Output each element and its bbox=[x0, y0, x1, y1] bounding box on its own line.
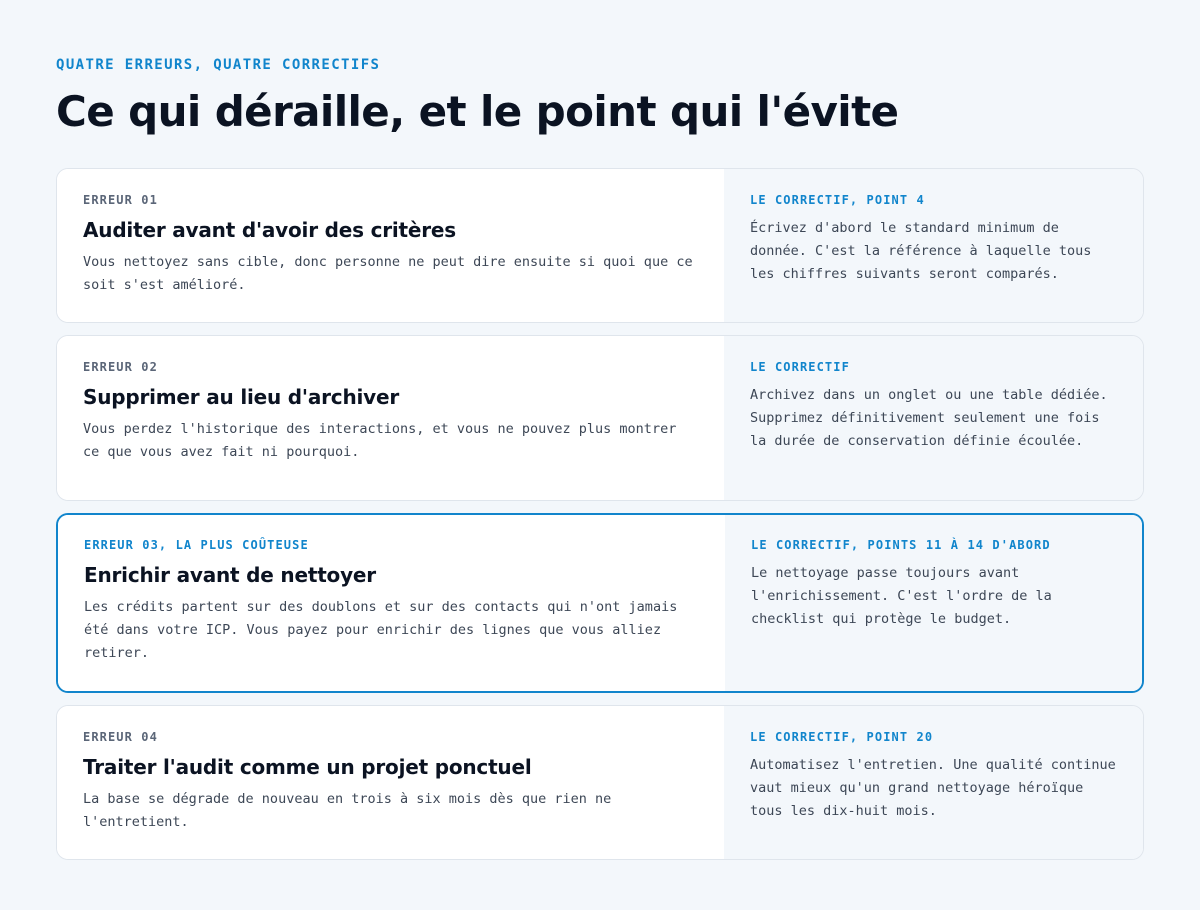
error-label: ERREUR 02 bbox=[83, 360, 158, 374]
error-label: ERREUR 04 bbox=[83, 730, 158, 744]
error-panel bbox=[57, 169, 724, 322]
fix-panel bbox=[724, 169, 1143, 322]
eyebrow: QUATRE ERREURS, QUATRE CORRECTIFS bbox=[56, 57, 381, 73]
error-heading: Supprimer au lieu d'archiver bbox=[83, 385, 400, 409]
error-card-list bbox=[56, 168, 1144, 860]
error-description: Les crédits partent sur des doublons et sur des contacts qui n'ont jamais été dans votre ICP. Vous payez pour enrichir des lignes que vous alliez retirer. bbox=[84, 599, 678, 661]
fix-label: LE CORRECTIF bbox=[750, 360, 850, 374]
fix-panel bbox=[725, 515, 1142, 691]
error-heading: Traiter l'audit comme un projet ponctuel bbox=[83, 755, 532, 779]
fix-panel bbox=[724, 706, 1143, 859]
error-panel bbox=[58, 515, 725, 691]
fix-label: LE CORRECTIF, POINTS 11 À 14 D'ABORD bbox=[751, 538, 1051, 552]
error-description: Vous perdez l'historique des interactions, et vous ne pouvez plus montrer ce que vous avez fait ni pourquoi. bbox=[83, 421, 677, 460]
fix-text: Le nettoyage passe toujours avant l'enrichissement. C'est l'ordre de la checklist qui protège le budget. bbox=[751, 565, 1052, 627]
fix-label: LE CORRECTIF, POINT 4 bbox=[750, 193, 925, 207]
fix-text: Automatisez l'entretien. Une qualité continue vaut mieux qu'un grand nettoyage héroïque tous les dix-huit mois. bbox=[750, 757, 1116, 819]
error-panel bbox=[57, 336, 724, 500]
error-heading: Auditer avant d'avoir des critères bbox=[83, 218, 457, 242]
error-description: Vous nettoyez sans cible, donc personne ne peut dire ensuite si quoi que ce soit s'est amélioré. bbox=[83, 254, 693, 293]
error-card-4 bbox=[56, 705, 1144, 860]
fix-panel bbox=[724, 336, 1143, 500]
error-card-3-highlighted bbox=[56, 513, 1144, 693]
fix-text: Archivez dans un onglet ou une table dédiée. Supprimez définitivement seulement une fois la durée de conservation définie écoulée. bbox=[750, 387, 1108, 449]
fix-text: Écrivez d'abord le standard minimum de donnée. C'est la référence à laquelle tous les chiffres suivants seront comparés. bbox=[750, 220, 1092, 282]
error-panel bbox=[57, 706, 724, 859]
error-label: ERREUR 03, LA PLUS COÛTEUSE bbox=[84, 538, 309, 552]
error-card-1 bbox=[56, 168, 1144, 323]
error-label: ERREUR 01 bbox=[83, 193, 158, 207]
error-description: La base se dégrade de nouveau en trois à six mois dès que rien ne l'entretient. bbox=[83, 791, 612, 830]
page-title: Ce qui déraille, et le point qui l'évite bbox=[56, 87, 899, 136]
fix-label: LE CORRECTIF, POINT 20 bbox=[750, 730, 934, 744]
error-card-2 bbox=[56, 335, 1144, 501]
error-heading: Enrichir avant de nettoyer bbox=[84, 563, 376, 587]
